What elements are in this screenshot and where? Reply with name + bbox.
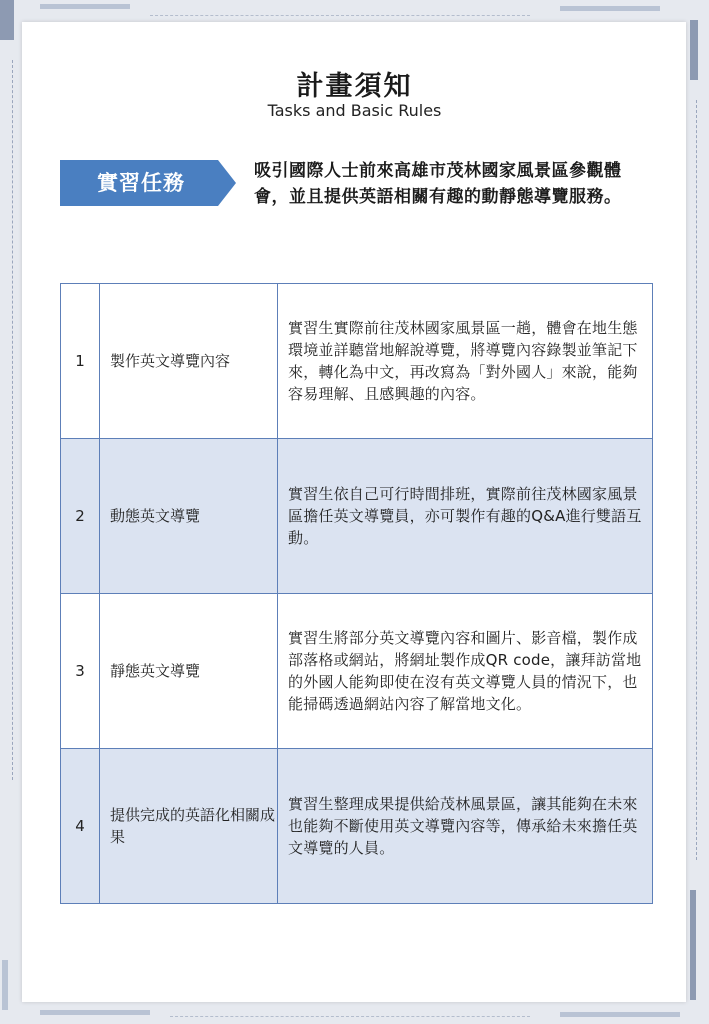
bg-deco-bar <box>560 6 660 11</box>
bg-deco-bar <box>560 1012 680 1017</box>
bg-deco-dash <box>170 1016 530 1017</box>
task-number: 2 <box>61 439 100 594</box>
task-number: 3 <box>61 594 100 749</box>
table-row <box>61 594 653 749</box>
task-item: 提供完成的英語化相關成果 <box>100 749 278 904</box>
bg-deco-dash <box>12 60 13 780</box>
task-description: 實習生將部分英文導覽內容和圖片、影音檔，製作成部落格或網站，將網址製作成QR code，讓拜訪當地的外國人能夠即使在沒有英文導覽人員的情況下，也能掃碼透過網站內容了解當地文化。 <box>278 594 653 749</box>
task-item: 動態英文導覽 <box>100 439 278 594</box>
section-tag <box>60 160 236 206</box>
bg-deco-bar <box>0 0 14 40</box>
page-title: 計畫須知 <box>296 71 413 102</box>
table-row <box>61 749 653 904</box>
bg-deco-dash <box>696 100 697 860</box>
task-item: 製作英文導覽內容 <box>100 284 278 439</box>
intro-text: 吸引國際人士前來高雄市茂林國家風景區參觀體會，並且提供英語相關有趣的動靜態導覽服務。 <box>254 161 622 207</box>
table-row <box>61 439 653 594</box>
task-description: 實習生依自己可行時間排班，實際前往茂林國家風景區擔任英文導覽員，亦可製作有趣的Q&A進行雙語互動。 <box>278 439 653 594</box>
page-subtitle: Tasks and Basic Rules <box>267 101 442 120</box>
bg-deco-bar <box>2 960 8 1010</box>
task-description: 實習生實際前往茂林國家風景區一趟，體會在地生態環境並詳聽當地解說導覽，將導覽內容錄製並筆記下來，轉化為中文，再改寫為「對外國人」來說，能夠容易理解、且感興趣的內容。 <box>278 284 653 439</box>
task-number: 4 <box>61 749 100 904</box>
task-item: 靜態英文導覽 <box>100 594 278 749</box>
table-row <box>61 284 653 439</box>
section-tag-label: 實習任務 <box>97 171 185 195</box>
tasks-table <box>60 283 653 904</box>
bg-deco-bar <box>40 1010 150 1015</box>
task-description: 實習生整理成果提供給茂林風景區，讓其能夠在未來也能夠不斷使用英文導覽內容等，傳承給未來擔任英文導覽的人員。 <box>278 749 653 904</box>
task-number: 1 <box>61 284 100 439</box>
bg-deco-dash <box>150 15 530 16</box>
bg-deco-bar <box>40 4 130 9</box>
bg-deco-bar <box>690 890 696 1000</box>
